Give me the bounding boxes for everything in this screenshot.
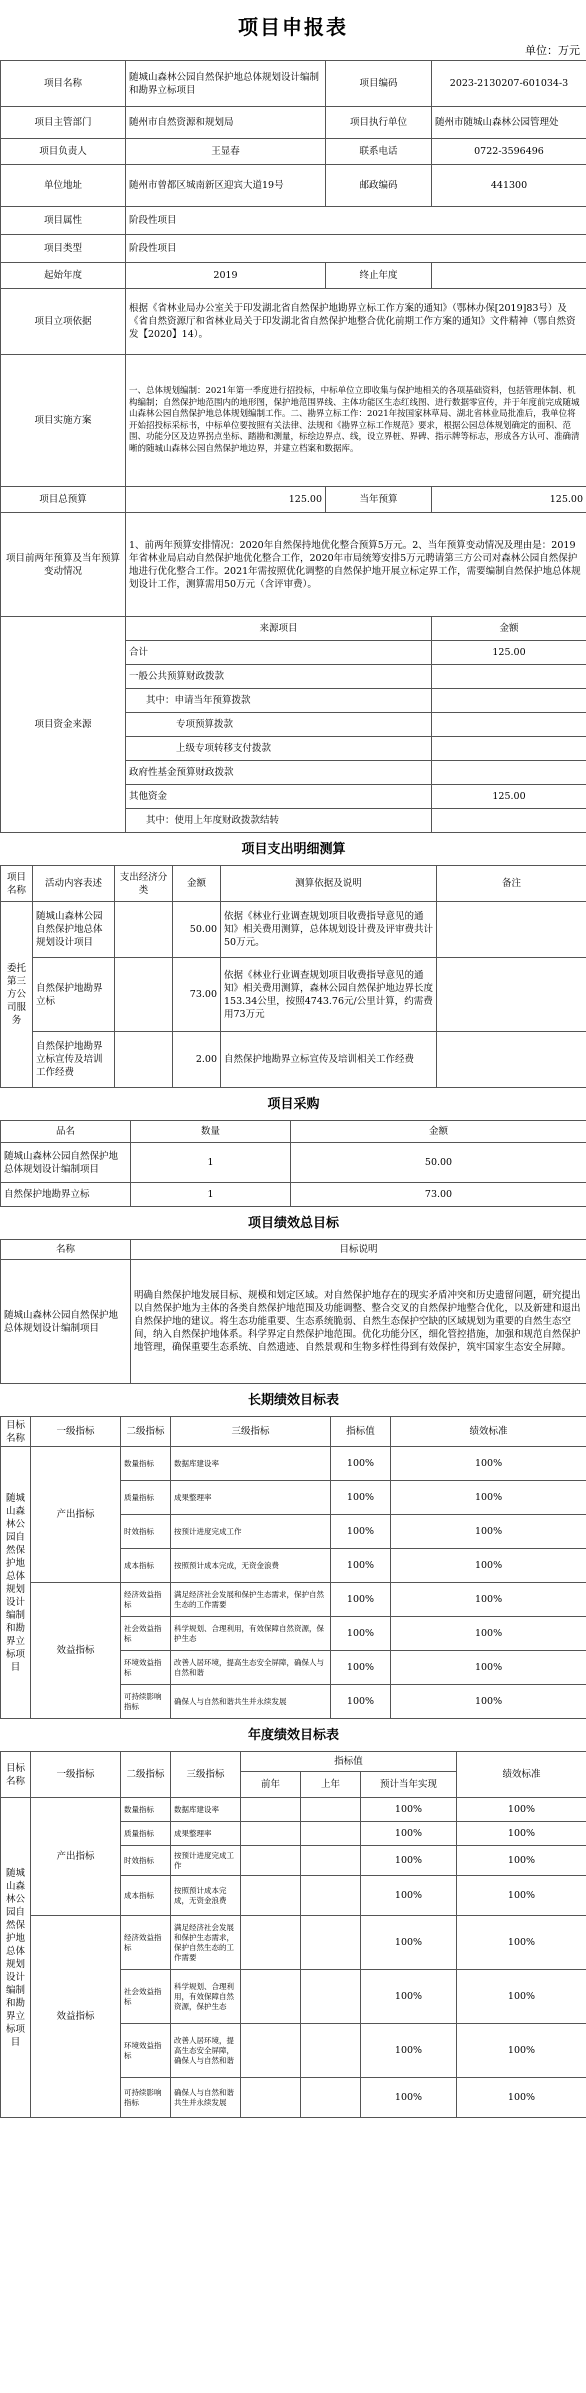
expense-activity: 自然保护地勘界立标 — [33, 958, 115, 1032]
annual-level2: 社会效益指标 — [121, 1970, 171, 2024]
annual-title: 年度绩效目标表 — [1, 1719, 586, 1752]
annual-prev1 — [301, 1822, 361, 1846]
annual-level3: 数据库建设率 — [171, 1798, 241, 1822]
type: 阶段性项目 — [126, 235, 586, 263]
annual-prev2 — [241, 1822, 301, 1846]
annual-current: 100% — [361, 1916, 457, 1970]
long-term-standard: 100% — [391, 1549, 586, 1583]
fund-row-amount: 125.00 — [432, 641, 586, 665]
annual-standard: 100% — [457, 1822, 586, 1846]
fund-row-name: 一般公共预算财政拨款 — [126, 665, 432, 689]
unit-label: 单位：万元 — [0, 42, 586, 60]
long-term-level1: 效益指标 — [31, 1583, 121, 1719]
annual-level1: 效益指标 — [31, 1916, 121, 2118]
expense-header: 支出经济分类 — [115, 866, 173, 902]
fund-row-name: 其中：使用上年度财政拨款结转 — [126, 809, 432, 833]
expense-amount: 50.00 — [173, 902, 221, 958]
annual-prev1 — [301, 2078, 361, 2118]
expense-amount: 73.00 — [173, 958, 221, 1032]
dept: 随州市自然资源和规划局 — [126, 107, 326, 139]
annual-prev1 — [301, 1916, 361, 1970]
expense-class — [115, 1032, 173, 1088]
attr: 阶段性项目 — [126, 207, 586, 235]
fund-source-header: 来源项目 — [126, 617, 432, 641]
annual-level2: 质量指标 — [121, 1822, 171, 1846]
expense-remark — [437, 958, 586, 1032]
plan-label: 项目实施方案 — [1, 355, 126, 487]
annual-level2: 时效指标 — [121, 1846, 171, 1876]
annual-prev1 — [301, 1970, 361, 2024]
annual-current: 100% — [361, 1822, 457, 1846]
expense-header: 测算依据及说明 — [221, 866, 437, 902]
performance-header: 目标说明 — [131, 1240, 586, 1260]
annual-header: 一级指标 — [31, 1752, 121, 1798]
long-term-level2: 数量指标 — [121, 1447, 171, 1481]
long-term-level3: 满足经济社会发展和保护生态需求，保护自然生态的工作需要 — [171, 1583, 331, 1617]
current-budget-label: 当年预算 — [326, 487, 432, 513]
annual-level3: 确保人与自然和谐共生并永续发展 — [171, 2078, 241, 2118]
fund-row-amount — [432, 737, 586, 761]
fund-row-name: 专项预算拨款 — [126, 713, 432, 737]
annual-level3: 成果整理率 — [171, 1822, 241, 1846]
end-year-label: 终止年度 — [326, 263, 432, 289]
plan: 一、总体规划编制：2021年第一季度进行招投标，中标单位立即收集与保护地相关的各项基础资料，包括管理体制、机构编制；自然保护地范围内的地形图，保护地范围界线、主体功能区生态红线图、进行数据零宣传，并于年度前完成随城山森林公园自然保护地总体规划编制工作。二、勘界立标工作：2021年按国家林草局、湖北省林业局批准后，我单位将开始招投标采标书，中标单位要按照有关法律、法规和《勘界立标工作规范》要求，根据公园总体规划确定的面积、范围、功能分区及边界拐点坐标、踏勘和测量，标绘边界点、线，设立界桩、界碑、指示牌等标志，形成各方认可、准确清晰的随城山森林公园自然保护地边界，并建立档案和数据库。 — [126, 355, 586, 487]
long-term-value: 100% — [331, 1651, 391, 1685]
long-term-level2: 可持续影响指标 — [121, 1685, 171, 1719]
long-term-level2: 质量指标 — [121, 1481, 171, 1515]
annual-standard: 100% — [457, 1916, 586, 1970]
document-page — [0, 12, 586, 2118]
long-term-level2: 成本指标 — [121, 1549, 171, 1583]
long-term-level2: 环境效益指标 — [121, 1651, 171, 1685]
fund-row-amount — [432, 713, 586, 737]
annual-prev2 — [241, 2024, 301, 2078]
purchase-item-qty: 1 — [131, 1183, 291, 1207]
address-label: 单位地址 — [1, 165, 126, 207]
fund-row-name: 其中：申请当年预算拨款 — [126, 689, 432, 713]
expense-class — [115, 958, 173, 1032]
performance-header: 名称 — [1, 1240, 131, 1260]
postcode: 441300 — [432, 165, 586, 207]
fund-row-name: 合计 — [126, 641, 432, 665]
annual-level3: 科学规划、合理利用，有效保障自然资源，保护生态 — [171, 1970, 241, 2024]
start-year: 2019 — [126, 263, 326, 289]
exec-unit-label: 项目执行单位 — [326, 107, 432, 139]
purchase-item-name: 自然保护地勘界立标 — [1, 1183, 131, 1207]
annual-current: 100% — [361, 1970, 457, 2024]
long-term-level2: 社会效益指标 — [121, 1617, 171, 1651]
annual-header: 绩效标准 — [457, 1752, 586, 1798]
prev-budget-label: 项目前两年预算及当年预算变动情况 — [1, 513, 126, 617]
expense-activity: 自然保护地勘界立标宣传及培训工作经费 — [33, 1032, 115, 1088]
postcode-label: 邮政编码 — [326, 165, 432, 207]
purchase-header: 品名 — [1, 1121, 131, 1143]
long-term-level3: 数据库建设率 — [171, 1447, 331, 1481]
exec-unit: 随州市随城山森林公园管理处 — [432, 107, 586, 139]
phone: 0722-3596496 — [432, 139, 586, 165]
long-term-level3: 科学规划、合理利用，有效保障自然资源，保护生态 — [171, 1617, 331, 1651]
long-term-header: 绩效标准 — [391, 1417, 586, 1447]
annual-current: 100% — [361, 1876, 457, 1916]
annual-subheader: 前年 — [241, 1772, 301, 1798]
annual-level2: 可持续影响指标 — [121, 2078, 171, 2118]
prev-budget: 1、前两年预算安排情况：2020年自然保持地优化整合预算5万元。2、当年预算变动情况及理由是：2019年省林业局启动自然保护地优化整合工作，2020年市局统筹安排5万元聘请第三方公司对森林公园自然保护地进行优化整合工作。2021年需按照优化调整的自然保护地开展立标定界工作，需要编制自然保护地总体规划设计工作，测算需用50万元（含评审费）。 — [126, 513, 586, 617]
annual-standard: 100% — [457, 1970, 586, 2024]
fund-row-name: 上级专项转移支付拨款 — [126, 737, 432, 761]
long-term-value: 100% — [331, 1685, 391, 1719]
long-term-header: 二级指标 — [121, 1417, 171, 1447]
expense-table — [0, 833, 586, 1088]
purchase-item-name: 随城山森林公园自然保护地总体规划设计编制项目 — [1, 1143, 131, 1183]
purchase-header: 金额 — [291, 1121, 586, 1143]
annual-current: 100% — [361, 2024, 457, 2078]
start-year-label: 起始年度 — [1, 263, 126, 289]
performance-desc: 明确自然保护地发展目标、规模和划定区域。对自然保护地存在的现实矛盾冲突和历史遗留问题，研究提出以自然保护地为主体的各类自然保护地范围及功能调整、整合交叉的自然保护地整合优化，以及新建和退出自然保护地的建议。将生态功能重要、生态系统脆弱、自然生态保护空缺的区域规划为重要的自然生态空间，纳入自然保护地体系。科学界定自然保护地范围。优化功能分区，细化管控措施，加强和规范自然保护地管理，确保重要生态系统、自然遗迹、自然景观和生物多样性得到有效保护，筑牢国家生态安全屏障。 — [131, 1260, 586, 1384]
long-term-table — [0, 1384, 586, 1719]
performance-goal-table — [0, 1207, 586, 1384]
annual-level3: 满足经济社会发展和保护生态需求，保护自然生态的工作需要 — [171, 1916, 241, 1970]
annual-level2: 数量指标 — [121, 1798, 171, 1822]
long-term-value: 100% — [331, 1515, 391, 1549]
long-term-title: 长期绩效目标表 — [1, 1384, 586, 1417]
expense-header: 项目名称 — [1, 866, 33, 902]
annual-prev2 — [241, 1798, 301, 1822]
project-name: 随城山森林公园自然保护地总体规划设计编制和勘界立标项目 — [126, 61, 326, 107]
annual-standard: 100% — [457, 2078, 586, 2118]
long-term-level3: 改善人居环境，提高生态安全屏障，确保人与自然和谐 — [171, 1651, 331, 1685]
expense-remark — [437, 1032, 586, 1088]
long-term-standard: 100% — [391, 1685, 586, 1719]
expense-header: 备注 — [437, 866, 586, 902]
long-term-standard: 100% — [391, 1515, 586, 1549]
expense-remark — [437, 902, 586, 958]
annual-subheader: 上年 — [301, 1772, 361, 1798]
annual-prev1 — [301, 1876, 361, 1916]
expense-header: 活动内容表述 — [33, 866, 115, 902]
annual-level3: 改善人居环境，提高生态安全屏障，确保人与自然和谐 — [171, 2024, 241, 2078]
annual-header: 二级指标 — [121, 1752, 171, 1798]
fund-source-table — [0, 616, 586, 833]
annual-standard: 100% — [457, 2024, 586, 2078]
long-term-value: 100% — [331, 1447, 391, 1481]
long-term-header: 三级指标 — [171, 1417, 331, 1447]
address: 随州市曾都区城南新区迎宾大道19号 — [126, 165, 326, 207]
annual-current: 100% — [361, 1846, 457, 1876]
expense-note: 依据《林业行业调查规划项目收费指导意见的通知》相关费用测算，森林公园自然保护地边界长度153.34公里，按照4743.76元/公里计算，约需费用73万元 — [221, 958, 437, 1032]
long-term-standard: 100% — [391, 1617, 586, 1651]
long-term-level2: 时效指标 — [121, 1515, 171, 1549]
annual-prev1 — [301, 1846, 361, 1876]
expense-activity: 随城山森林公园自然保护地总体规划设计项目 — [33, 902, 115, 958]
annual-prev2 — [241, 1970, 301, 2024]
project-code: 2023-2130207-601034-3 — [432, 61, 586, 107]
annual-target: 随城山森林公园自然保护地总体规划设计编制和勘界立标项目 — [1, 1798, 31, 2118]
current-budget: 125.00 — [432, 487, 586, 513]
long-term-standard: 100% — [391, 1447, 586, 1481]
project-name-label: 项目名称 — [1, 61, 126, 107]
long-term-target: 随城山森林公园自然保护地总体规划设计编制和勘界立标项目 — [1, 1447, 31, 1719]
expense-note: 自然保护地勘界立标宣传及培训相关工作经费 — [221, 1032, 437, 1088]
fund-row-amount: 125.00 — [432, 785, 586, 809]
fund-amount-header: 金额 — [432, 617, 586, 641]
long-term-level1: 产出指标 — [31, 1447, 121, 1583]
annual-level2: 成本指标 — [121, 1876, 171, 1916]
annual-level2: 环境效益指标 — [121, 2024, 171, 2078]
long-term-header: 一级指标 — [31, 1417, 121, 1447]
annual-level2: 经济效益指标 — [121, 1916, 171, 1970]
long-term-level2: 经济效益指标 — [121, 1583, 171, 1617]
expense-class — [115, 902, 173, 958]
fund-row-amount — [432, 689, 586, 713]
long-term-level3: 确保人与自然和谐共生并永续发展 — [171, 1685, 331, 1719]
annual-level1: 产出指标 — [31, 1798, 121, 1916]
annual-subheader: 预计当年实现 — [361, 1772, 457, 1798]
annual-standard: 100% — [457, 1798, 586, 1822]
long-term-header: 目标名称 — [1, 1417, 31, 1447]
purchase-item-amount: 73.00 — [291, 1183, 586, 1207]
page-title: 项目申报表 — [0, 12, 586, 42]
purchase-header: 数量 — [131, 1121, 291, 1143]
annual-table — [0, 1719, 586, 2118]
long-term-level3: 按预计进度完成工作 — [171, 1515, 331, 1549]
fund-row-amount — [432, 761, 586, 785]
performance-title: 项目绩效总目标 — [1, 1207, 586, 1240]
end-year — [432, 263, 586, 289]
annual-header: 三级指标 — [171, 1752, 241, 1798]
purchase-table — [0, 1088, 586, 1207]
expense-header: 金额 — [173, 866, 221, 902]
annual-prev1 — [301, 1798, 361, 1822]
annual-current: 100% — [361, 1798, 457, 1822]
long-term-level3: 成果整理率 — [171, 1481, 331, 1515]
expense-note: 依据《林业行业调查规划项目收费指导意见的通知》相关费用测算，总体规划设计费及评审费共计50万元。 — [221, 902, 437, 958]
fund-row-name: 政府性基金预算财政拨款 — [126, 761, 432, 785]
expense-title: 项目支出明细测算 — [1, 833, 586, 866]
long-term-value: 100% — [331, 1583, 391, 1617]
project-code-label: 项目编码 — [326, 61, 432, 107]
dept-label: 项目主管部门 — [1, 107, 126, 139]
annual-header: 指标值 — [241, 1752, 457, 1772]
long-term-value: 100% — [331, 1617, 391, 1651]
attr-label: 项目属性 — [1, 207, 126, 235]
expense-project: 委托第三方公司服务 — [1, 902, 33, 1088]
total-budget-label: 项目总预算 — [1, 487, 126, 513]
long-term-value: 100% — [331, 1481, 391, 1515]
annual-prev2 — [241, 1916, 301, 1970]
annual-prev2 — [241, 1846, 301, 1876]
expense-amount: 2.00 — [173, 1032, 221, 1088]
annual-prev2 — [241, 1876, 301, 1916]
long-term-standard: 100% — [391, 1583, 586, 1617]
annual-prev1 — [301, 2024, 361, 2078]
performance-name: 随城山森林公园自然保护地总体规划设计编制项目 — [1, 1260, 131, 1384]
long-term-standard: 100% — [391, 1481, 586, 1515]
fund-row-amount — [432, 665, 586, 689]
annual-standard: 100% — [457, 1846, 586, 1876]
annual-prev2 — [241, 2078, 301, 2118]
annual-level3: 按照预计成本完成，无资金浪费 — [171, 1876, 241, 1916]
type-label: 项目类型 — [1, 235, 126, 263]
long-term-standard: 100% — [391, 1651, 586, 1685]
long-term-level3: 按照预计成本完成，无资金浪费 — [171, 1549, 331, 1583]
basis: 根据《省林业局办公室关于印发湖北省自然保护地勘界立标工作方案的通知》（鄂林办保[2019]83号）及《省自然资源厅和省林业局关于印发湖北省自然保护地整合优化前期工作方案的通知》文件精神（鄂自然资发【2020】14）。 — [126, 289, 586, 355]
phone-label: 联系电话 — [326, 139, 432, 165]
project-info-table — [0, 60, 586, 617]
purchase-title: 项目采购 — [1, 1088, 586, 1121]
long-term-value: 100% — [331, 1549, 391, 1583]
annual-header: 目标名称 — [1, 1752, 31, 1798]
purchase-item-qty: 1 — [131, 1143, 291, 1183]
annual-standard: 100% — [457, 1876, 586, 1916]
basis-label: 项目立项依据 — [1, 289, 126, 355]
fund-row-name: 其他资金 — [126, 785, 432, 809]
annual-current: 100% — [361, 2078, 457, 2118]
fund-label: 项目资金来源 — [1, 617, 126, 833]
annual-level3: 按预计进度完成工作 — [171, 1846, 241, 1876]
person-label: 项目负责人 — [1, 139, 126, 165]
total-budget: 125.00 — [126, 487, 326, 513]
long-term-header: 指标值 — [331, 1417, 391, 1447]
purchase-item-amount: 50.00 — [291, 1143, 586, 1183]
fund-row-amount — [432, 809, 586, 833]
person: 王显春 — [126, 139, 326, 165]
